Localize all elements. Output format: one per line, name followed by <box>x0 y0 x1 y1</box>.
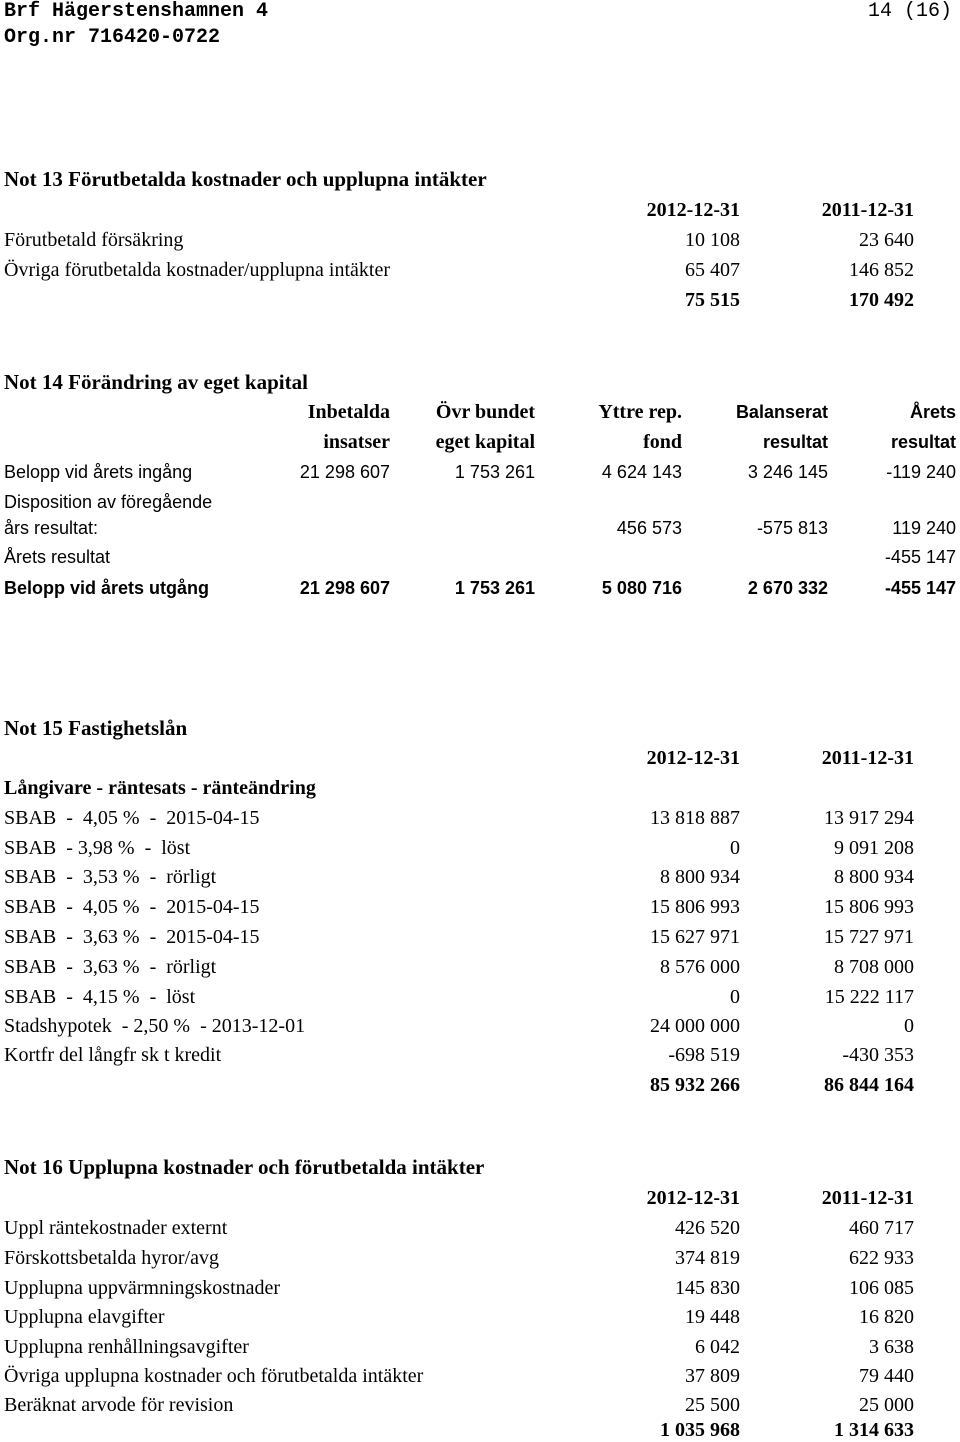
note16-row-value: 6 042 <box>695 1336 740 1358</box>
org-number: Org.nr 716420-0722 <box>4 26 221 49</box>
note13-row-label: Övriga förutbetalda kostnader/upplupna intäkter <box>4 259 390 281</box>
note13-row-value: 23 640 <box>859 229 914 251</box>
note14-col-header: Balanserat <box>735 402 828 422</box>
note14-col-header: Årets <box>909 402 956 422</box>
loan-row-value: 15 727 971 <box>824 926 914 948</box>
note15-total: 85 932 266 <box>650 1074 740 1096</box>
loan-row-label: SBAB - 3,63 % - rörligt <box>4 956 217 978</box>
loan-row-label: SBAB - 4,05 % - 2015-04-15 <box>4 807 260 829</box>
loan-row-value: 15 222 117 <box>824 986 914 1008</box>
note14-col-header: Övr bundet <box>435 401 535 423</box>
note14-col-header: Yttre rep. <box>598 401 682 423</box>
note14-disposition-label: års resultat: <box>4 518 99 538</box>
page-number: 14 (16) <box>867 0 952 23</box>
note16-col2-header: 2011-12-31 <box>821 1187 914 1209</box>
loan-row-value: 0 <box>730 837 740 859</box>
note13-title: Not 13 Förutbetalda kostnader och upplupna intäkter <box>4 167 487 191</box>
note14-col-header: fond <box>643 431 682 453</box>
loan-row-value: 24 000 000 <box>650 1015 740 1037</box>
loan-row-value: 15 806 993 <box>650 896 740 918</box>
note14-opening-value: 4 624 143 <box>601 462 682 482</box>
note16-total: 1 314 633 <box>834 1419 914 1441</box>
loan-row-label: SBAB - 3,63 % - 2015-04-15 <box>4 926 260 948</box>
note14-opening-value: 3 246 145 <box>747 462 828 482</box>
note14-year-result-value: -455 147 <box>884 547 956 567</box>
note14-disposition-value: -575 813 <box>756 518 828 538</box>
note16-row-value: 426 520 <box>675 1217 740 1239</box>
note14-year-result-label: Årets resultat <box>4 547 111 567</box>
note14-closing-label: Belopp vid årets utgång <box>4 578 210 598</box>
loan-row-value: -698 519 <box>668 1044 740 1066</box>
note14-title: Not 14 Förändring av eget kapital <box>4 370 308 394</box>
note16-row-value: 145 830 <box>675 1277 740 1299</box>
note13-total: 75 515 <box>685 289 740 311</box>
note14-opening-value: 21 298 607 <box>299 462 390 482</box>
note16-row-value: 19 448 <box>685 1306 740 1328</box>
note16-row-label: Förskottsbetalda hyror/avg <box>4 1247 219 1269</box>
loan-row-value: 13 917 294 <box>824 807 914 829</box>
loan-row-label: Kortfr del långfr sk t kredit <box>4 1044 222 1066</box>
note16-row-value: 25 500 <box>685 1394 740 1416</box>
note16-row-value: 3 638 <box>869 1336 914 1358</box>
note14-opening-value: -119 240 <box>886 462 956 482</box>
note16-row-value: 106 085 <box>849 1277 914 1299</box>
note14-col-header: resultat <box>890 432 956 452</box>
loan-row-label: SBAB - 3,98 % - löst <box>4 837 191 859</box>
note16-row-value: 16 820 <box>859 1306 914 1328</box>
loan-row-value: 8 800 934 <box>834 866 914 888</box>
note13-row-value: 146 852 <box>849 259 914 281</box>
loan-row-value: 0 <box>730 986 740 1008</box>
note15-title: Not 15 Fastighetslån <box>4 716 188 740</box>
note15-col2-header: 2011-12-31 <box>821 747 914 769</box>
note13-row-label: Förutbetald försäkring <box>4 229 184 251</box>
loan-row-value: 8 576 000 <box>660 956 740 978</box>
loan-row-value: 15 806 993 <box>824 896 914 918</box>
note16-row-value: 25 000 <box>859 1394 914 1416</box>
loan-row-value: 13 818 887 <box>650 807 740 829</box>
org-name: Brf Hägerstenshamnen 4 <box>4 0 269 23</box>
note16-total: 1 035 968 <box>660 1419 740 1441</box>
note16-row-value: 622 933 <box>849 1247 914 1269</box>
note16-row-label: Upplupna uppvärmningskostnader <box>4 1277 281 1299</box>
note14-col-header: resultat <box>762 432 828 452</box>
loan-row-value: 8 800 934 <box>660 866 740 888</box>
loan-row-label: Stadshypotek - 2,50 % - 2013-12-01 <box>4 1015 306 1037</box>
note16-title: Not 16 Upplupna kostnader och förutbetalda intäkter <box>4 1155 485 1179</box>
note14-closing-value: 2 670 332 <box>747 578 828 598</box>
note16-col1-header: 2012-12-31 <box>646 1187 740 1209</box>
note16-row-label: Upplupna elavgifter <box>4 1306 165 1328</box>
note13-row-value: 10 108 <box>685 229 740 251</box>
loan-row-label: SBAB - 4,15 % - löst <box>4 986 196 1008</box>
note16-row-value: 79 440 <box>859 1365 914 1387</box>
note16-row-label: Övriga upplupna kostnader och förutbetalda intäkter <box>4 1365 424 1387</box>
note14-closing-value: 21 298 607 <box>299 578 390 598</box>
note14-col-header: Inbetalda <box>307 401 390 423</box>
loan-row-value: 0 <box>904 1015 914 1037</box>
note16-row-value: 460 717 <box>849 1217 914 1239</box>
loan-row-value: 8 708 000 <box>834 956 914 978</box>
note14-closing-value: 1 753 261 <box>454 578 535 598</box>
loan-row-label: SBAB - 4,05 % - 2015-04-15 <box>4 896 260 918</box>
note13-total: 170 492 <box>849 289 914 311</box>
note15-col1-header: 2012-12-31 <box>646 747 740 769</box>
note14-col-header: eget kapital <box>435 431 535 453</box>
loan-row-value: -430 353 <box>842 1044 914 1066</box>
note15-subheader: Långivare - räntesats - ränteändring <box>4 777 316 799</box>
note14-opening-label: Belopp vid årets ingång <box>4 462 193 482</box>
note16-row-label: Uppl räntekostnader externt <box>4 1217 228 1239</box>
note16-row-label: Upplupna renhållningsavgifter <box>4 1336 249 1358</box>
loan-row-value: 9 091 208 <box>834 837 914 859</box>
loan-row-value: 15 627 971 <box>650 926 740 948</box>
note14-disposition-value: 119 240 <box>892 518 956 538</box>
note16-row-value: 37 809 <box>685 1365 740 1387</box>
note15-total: 86 844 164 <box>824 1074 914 1096</box>
note16-row-label: Beräknat arvode för revision <box>4 1394 234 1416</box>
note14-closing-value: 5 080 716 <box>601 578 682 598</box>
note13-col1-header: 2012-12-31 <box>646 199 740 221</box>
note13-col2-header: 2011-12-31 <box>821 199 914 221</box>
note14-opening-value: 1 753 261 <box>454 462 535 482</box>
note14-disposition-label: Disposition av föregående <box>4 492 213 512</box>
note13-row-value: 65 407 <box>685 259 740 281</box>
note14-closing-value: -455 147 <box>884 578 956 598</box>
loan-row-label: SBAB - 3,53 % - rörligt <box>4 866 217 888</box>
note14-col-header: insatser <box>323 431 390 453</box>
note16-row-value: 374 819 <box>675 1247 740 1269</box>
note14-disposition-value: 456 573 <box>616 518 682 538</box>
